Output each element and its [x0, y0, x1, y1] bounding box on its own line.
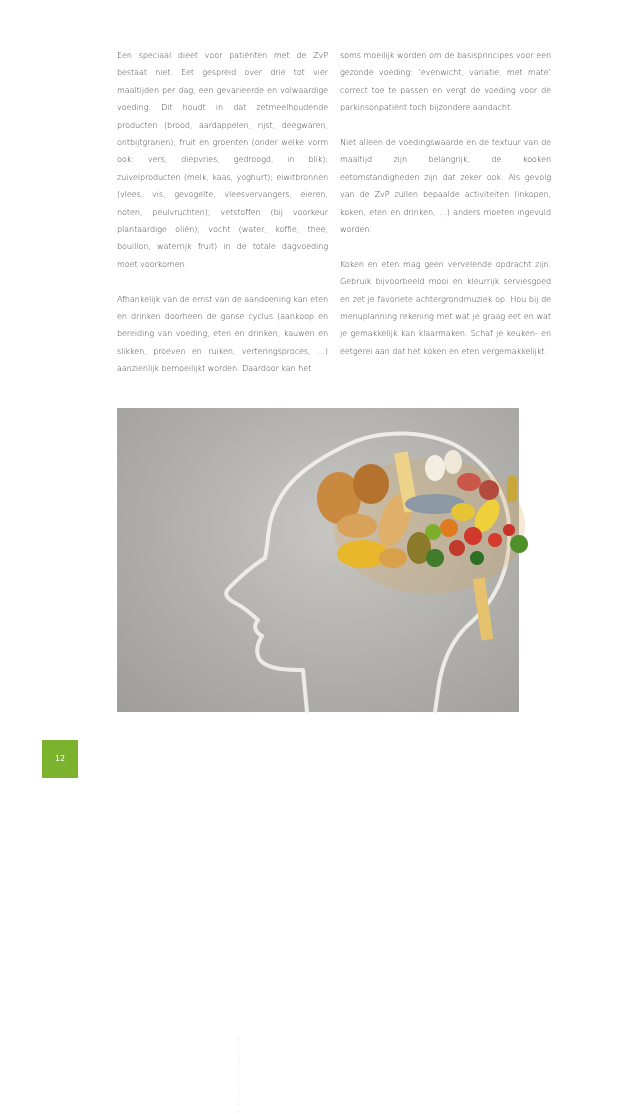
paragraph-basic-principles: soms moeilijk worden om de basisprincipes voor een gezonde voeding: ‘evenwicht, variatie, met mate’ correct toe te passen en vergt de voeding voor de parkinsonpatiënt toch bijzondere aandacht. — [340, 50, 551, 113]
paragraph-cooking-tips: Koken en eten mag geen vervelende opdracht zijn. Gebruik bijvoorbeeld mooi en kleurrijk serviesgoed en zet je favoriete achtergrondmuziek op. Hou bij de menuplanning rekening met wat je graag eet en wat je gemakkelijk kan klaarmaken. Schaf je keuken- en eetgerei aan dat het koken en eten vergemakkelijkt. — [340, 258, 551, 356]
paragraph-severity: Afhankelijk van de ernst van de aandoening kan eten en drinken doorheen de ganse cyclus (aankoop en bereiding van voeding, eten en drinken, kauwen en slikken, proeven en ruiken, verteringsproces, …) aanzienlijk bemoeilijkt worden. Daardoor kan het — [117, 293, 328, 374]
photo-credit: © Tijana/Shutterstock.com — [236, 1034, 242, 1114]
page-number: 12 — [54, 754, 66, 763]
brain-food-photo — [117, 408, 519, 1114]
food-brain — [317, 450, 528, 641]
text-column-right — [340, 47, 551, 378]
page-number-badge — [42, 740, 78, 778]
paragraph-meal-circumstances: Niet alleen de voedingswaarde en de textuur van de maaltijd zijn belangrijk, de kooken eetomstandigheden zijn dat zeker ook. Als gevolg van de ZvP zullen bepaalde activiteiten (inkopen, koken, eten en drinken, …) anders moeten ingevuld worden. — [340, 137, 551, 235]
paragraph-diet: Een speciaal dieet voor patiënten met de ZvP bestaat niet. Eet gespreid over drie tot vier maaltijden per dag, een gevarieerde en volwaardige voeding. Dit houdt in dat zetmeelhoudende producten (brood, aardappelen, rijst, deegwaren, ontbijtgranen); fruit en groenten (onder welke vorm ook: vers, diepvries, gedroogd, in blik); zuivelproducten (melk, kaas, yoghurt); eiwitbronnen (vlees, vis, gevogelte, vleesvervangers, eieren, noten, peulvruchten); vetstoffen (bij voorkeur plantaardige oliën); vocht (water, koffie, thee, bouillon, waterrijk fruit) in de totale dagvoeding moet voorkomen. — [117, 50, 328, 269]
text-column-left — [117, 47, 328, 395]
head-outline-illustration — [117, 408, 519, 712]
